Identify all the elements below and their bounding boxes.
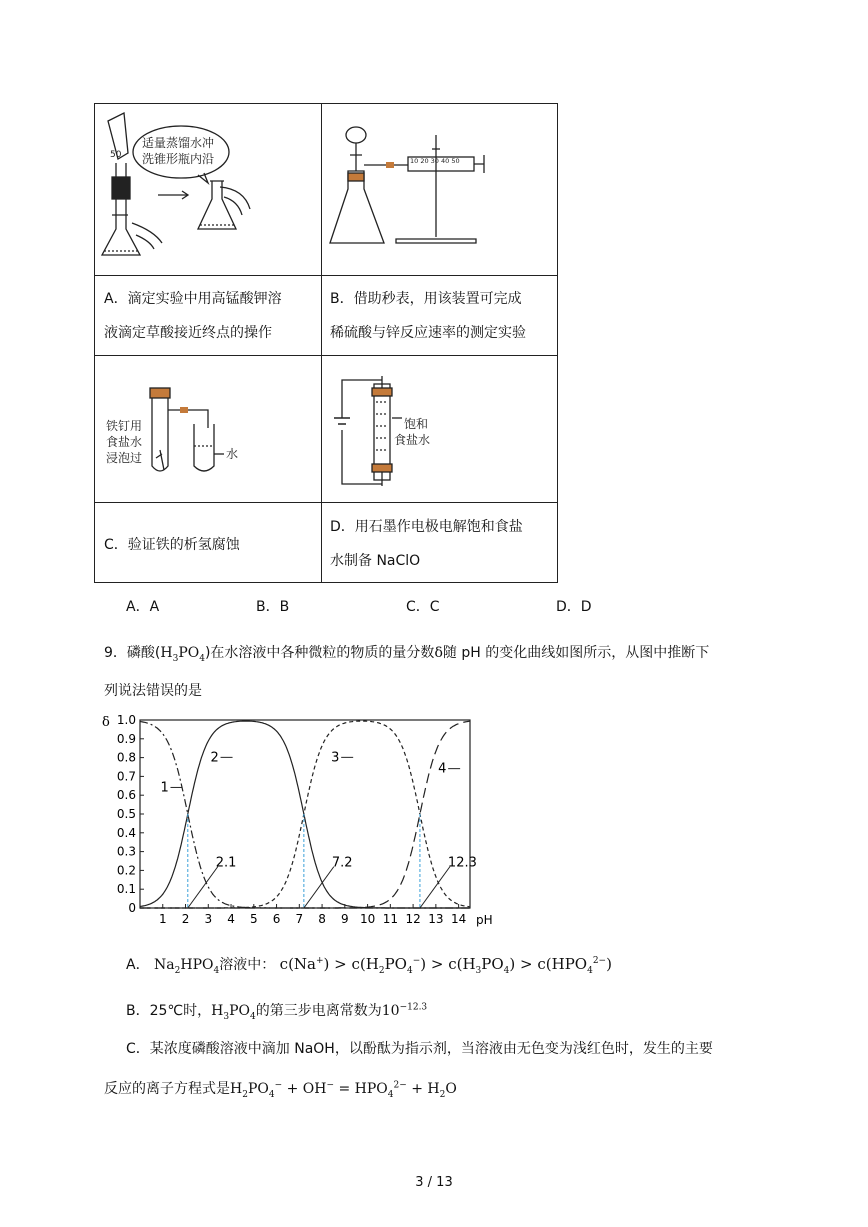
option-c-caption: C．验证铁的析氢腐蚀 <box>104 537 240 553</box>
y-tick-label: 0.9 <box>116 731 136 746</box>
option-c[interactable]: C．C <box>406 599 440 615</box>
answer-c-line1[interactable]: C．某浓度磷酸溶液中滴加 NaOH，以酚酞为指示剂，当溶液由无色变为浅红色时，发生的主要 <box>126 1041 713 1057</box>
series-label-2: 2 <box>210 750 219 766</box>
pka-annotation: 12.3 <box>447 855 477 871</box>
y-tick-label: 0 <box>128 901 136 915</box>
syringe-scale: 10 20 30 40 50 <box>410 157 460 165</box>
y-tick-label: 0.3 <box>116 844 136 859</box>
x-tick-label: 2 <box>181 912 190 926</box>
x-tick-label: 3 <box>204 912 213 926</box>
x-tick-label: 11 <box>382 912 398 926</box>
x-tick-label: 6 <box>272 912 281 926</box>
brine-label-line2: 食盐水 <box>394 433 431 447</box>
x-tick-label: 1 <box>158 912 167 926</box>
x-axis-label: pH <box>476 913 493 927</box>
x-tick-label: 14 <box>450 912 467 926</box>
x-tick-label: 8 <box>318 912 326 926</box>
pka-annotation: 7.2 <box>331 855 353 871</box>
page-number: 3 / 13 <box>415 1175 453 1190</box>
burette-mark: 50 <box>110 150 122 160</box>
y-tick-label: 0.4 <box>116 825 136 840</box>
series-label-4: 4 <box>438 761 447 777</box>
y-axis-label: δ <box>102 715 110 730</box>
gas-syringe-apparatus-figure <box>322 105 556 273</box>
y-tick-label: 0.5 <box>116 807 136 821</box>
y-tick-label: 0.8 <box>116 750 136 765</box>
series-label-3: 3 <box>331 750 340 766</box>
y-tick-label: 0.7 <box>116 769 136 784</box>
y-tick-label: 0.2 <box>116 863 136 878</box>
x-tick-label: 12 <box>405 912 421 926</box>
x-tick-label: 5 <box>249 912 258 926</box>
bubble-text-line1: 适量蒸馏水冲 <box>142 136 215 150</box>
pka-annotation: 2.1 <box>215 855 237 871</box>
option-b-caption-line1: B．借助秒表，用该装置可完成 <box>330 291 522 307</box>
option-b[interactable]: B．B <box>256 599 290 615</box>
y-tick-label: 0.1 <box>116 882 136 897</box>
x-tick-label: 7 <box>295 912 304 926</box>
y-tick-label: 1.0 <box>116 713 136 727</box>
option-a-caption-line1: A．滴定实验中用高锰酸钾溶 <box>104 291 282 307</box>
option-a-caption-line2: 液滴定草酸接近终点的操作 <box>104 325 272 341</box>
water-label: 水 <box>226 447 239 461</box>
y-tick-label: 0.6 <box>116 788 136 803</box>
nail-label-line1: 铁钉用 <box>106 419 143 433</box>
question-9-line1: 9．磷酸$(H_3PO_4)$在水溶液中各种微粒的物质的量分数δ随 pH 的变化曲线如图所示，从图中推断下 <box>104 645 710 664</box>
pka-leader <box>420 867 450 908</box>
nail-label-line3: 浸泡过 <box>106 451 143 465</box>
nail-label-line2: 食盐水 <box>106 435 143 449</box>
series-3-curve <box>140 721 470 908</box>
phosphate-distribution-chart <box>100 712 500 930</box>
answer-c-line2: 反应的离子方程式是$H_2PO_4^- + OH^- = HPO_4^{2-} + H_2O$ <box>104 1080 457 1100</box>
bubble-text-line2: 洗锥形瓶内沿 <box>142 152 215 166</box>
brine-label-line1: 饱和 <box>404 417 429 431</box>
answer-b[interactable]: B．25℃时，$H_3PO_4$的第三步电离常数为$10^{-12.3}$ <box>126 1002 428 1022</box>
x-tick-label: 13 <box>428 912 444 926</box>
x-tick-label: 10 <box>359 912 376 926</box>
x-tick-label: 4 <box>227 912 235 926</box>
question-9-line2: 列说法错误的是 <box>104 683 202 699</box>
x-tick-label: 9 <box>341 912 349 926</box>
option-a[interactable]: A．A <box>126 599 160 615</box>
iron-corrosion-apparatus-figure <box>96 358 320 498</box>
option-d[interactable]: D．D <box>556 599 592 615</box>
electrolysis-apparatus-figure <box>322 358 556 498</box>
titration-apparatus-figure <box>96 105 320 273</box>
option-d-caption-line1: D．用石墨作电极电解饱和食盐 <box>330 519 523 535</box>
option-d-caption-line2: 水制备 NaClO <box>330 553 421 569</box>
formula-h3po4: $H_3PO_4$ <box>160 645 205 664</box>
answer-a[interactable]: A． $Na_2HPO_4$溶液中： $c(Na^+) > c(H_2PO_4^-) > c(H_3PO_4) > c(HPO_4^{2-})$ <box>126 955 612 976</box>
option-b-caption-line2: 稀硫酸与锌反应速率的测定实验 <box>330 325 526 341</box>
series-label-1: 1 <box>160 780 169 796</box>
